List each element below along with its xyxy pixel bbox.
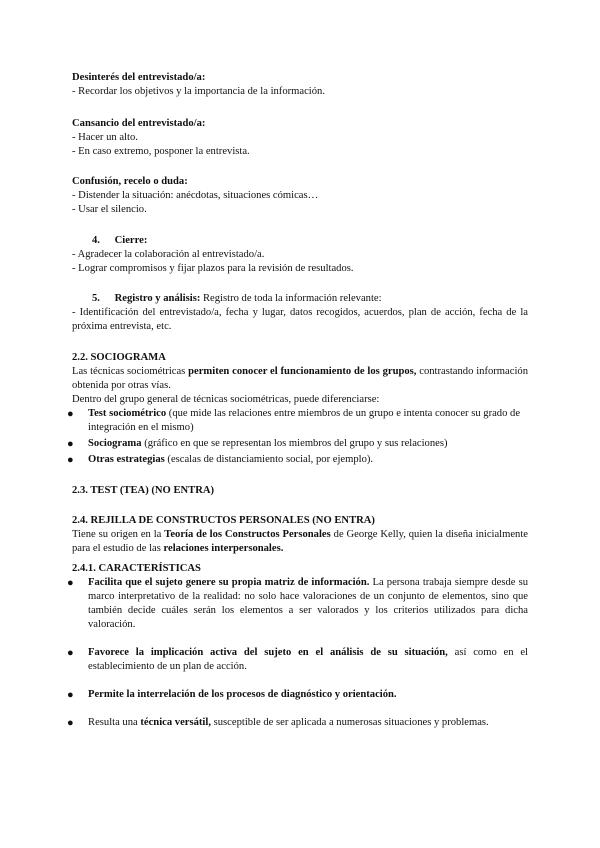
- list-item: ● Sociograma (gráfico en que se representan los miembros del grupo y sus relaciones): [67, 438, 448, 450]
- heading-cansancio: Cansancio del entrevistado/a:: [72, 118, 206, 129]
- bullet-icon: ●: [67, 647, 74, 659]
- heading-desinteres: Desinterés del entrevistado/a:: [72, 72, 206, 83]
- heading-cierre: Cierre:: [114, 235, 148, 246]
- text-line: - Usar el silencio.: [72, 204, 147, 215]
- section-caracteristicas: [67, 562, 529, 730]
- section-test: [72, 484, 528, 498]
- heading-rejilla: 2.4. REJILLA DE CONSTRUCTOS PERSONALES (NO ENTRA): [72, 515, 375, 526]
- section-cierre: [72, 248, 528, 276]
- list-item: ● Otras estrategias (escalas de distanciamiento social, por ejemplo).: [67, 454, 374, 466]
- list-item: ● Test sociométrico (que mide las relaciones entre miembros de un grupo e intenta conocer su grado de integración en el mismo): [67, 408, 521, 433]
- bullet-icon: ●: [67, 717, 74, 729]
- section-sociograma: [67, 351, 528, 467]
- heading-registro: Registro y análisis:: [114, 293, 201, 304]
- section-cansancio: [72, 117, 528, 159]
- section-registro: [72, 306, 528, 334]
- list-number: 4.: [92, 235, 100, 246]
- text-line: - Agradecer la colaboración al entrevistado/a.: [72, 249, 265, 260]
- heading-caracteristicas: 2.4.1. CARACTERÍSTICAS: [72, 563, 201, 574]
- bullet-icon: ●: [67, 454, 74, 466]
- registro-paragraph: - Identificación del entrevistado/a, fecha y lugar, datos recogidos, acuerdos, plan de acción, fecha de la próxima entrevista, etc.: [72, 307, 528, 332]
- registro-description: Registro de toda la información relevante:: [200, 293, 382, 304]
- heading-test: 2.3. TEST (TEA) (NO ENTRA): [72, 485, 215, 496]
- section-desinteres: [72, 71, 528, 99]
- section-registro-title: [92, 292, 528, 306]
- list-number: 5.: [92, 293, 100, 304]
- bullet-icon: ●: [67, 577, 74, 589]
- text-line: - Distender la situación: anécdotas, situaciones cómicas…: [72, 190, 319, 201]
- section-cierre-title: [92, 234, 528, 248]
- sociograma-intro: Dentro del grupo general de técnicas sociométricas, puede diferenciarse:: [72, 394, 380, 405]
- list-item: ● Permite la interrelación de los procesos de diagnóstico y orientación.: [67, 689, 397, 701]
- bullet-icon: ●: [67, 438, 74, 450]
- heading-confusion: Confusión, recelo o duda:: [72, 176, 188, 187]
- section-rejilla: [72, 514, 528, 556]
- text-line: - Recordar los objetivos y la importancia de la información.: [72, 86, 325, 97]
- list-item: ● Resulta una técnica versátil, susceptible de ser aplicada a numerosas situaciones y problemas.: [67, 717, 489, 729]
- text-line: - Hacer un alto.: [72, 132, 138, 143]
- text-line: - Lograr compromisos y fijar plazos para la revisión de resultados.: [72, 263, 354, 274]
- bullet-icon: ●: [67, 408, 74, 420]
- section-confusion: [72, 175, 528, 217]
- rejilla-paragraph: Tiene su origen en la Teoría de los Constructos Personales de George Kelly, quien la diseña inicialmente para el estudio de las relaciones interpersonales.: [72, 529, 528, 554]
- sociograma-paragraph: Las técnicas sociométricas permiten conocer el funcionamiento de los grupos, contrastando información obtenida por otras vías.: [72, 366, 528, 391]
- heading-sociograma: 2.2. SOCIOGRAMA: [72, 352, 166, 363]
- text-line: - En caso extremo, posponer la entrevista.: [72, 146, 250, 157]
- bullet-icon: ●: [67, 689, 74, 701]
- list-item: ● Facilita que el sujeto genere su propia matriz de información. La persona trabaja siempre desde su marco interpretativo de la realidad: no solo hace valoraciones de un conjunto de elementos, sino que también decide cuáles serán los elementos a ser valorados y los criterios utilizados para dicha valoración.: [67, 577, 528, 630]
- list-item: ● Favorece la implicación activa del sujeto en el análisis de su situación, así como en el establecimiento de un plan de acción.: [67, 647, 529, 672]
